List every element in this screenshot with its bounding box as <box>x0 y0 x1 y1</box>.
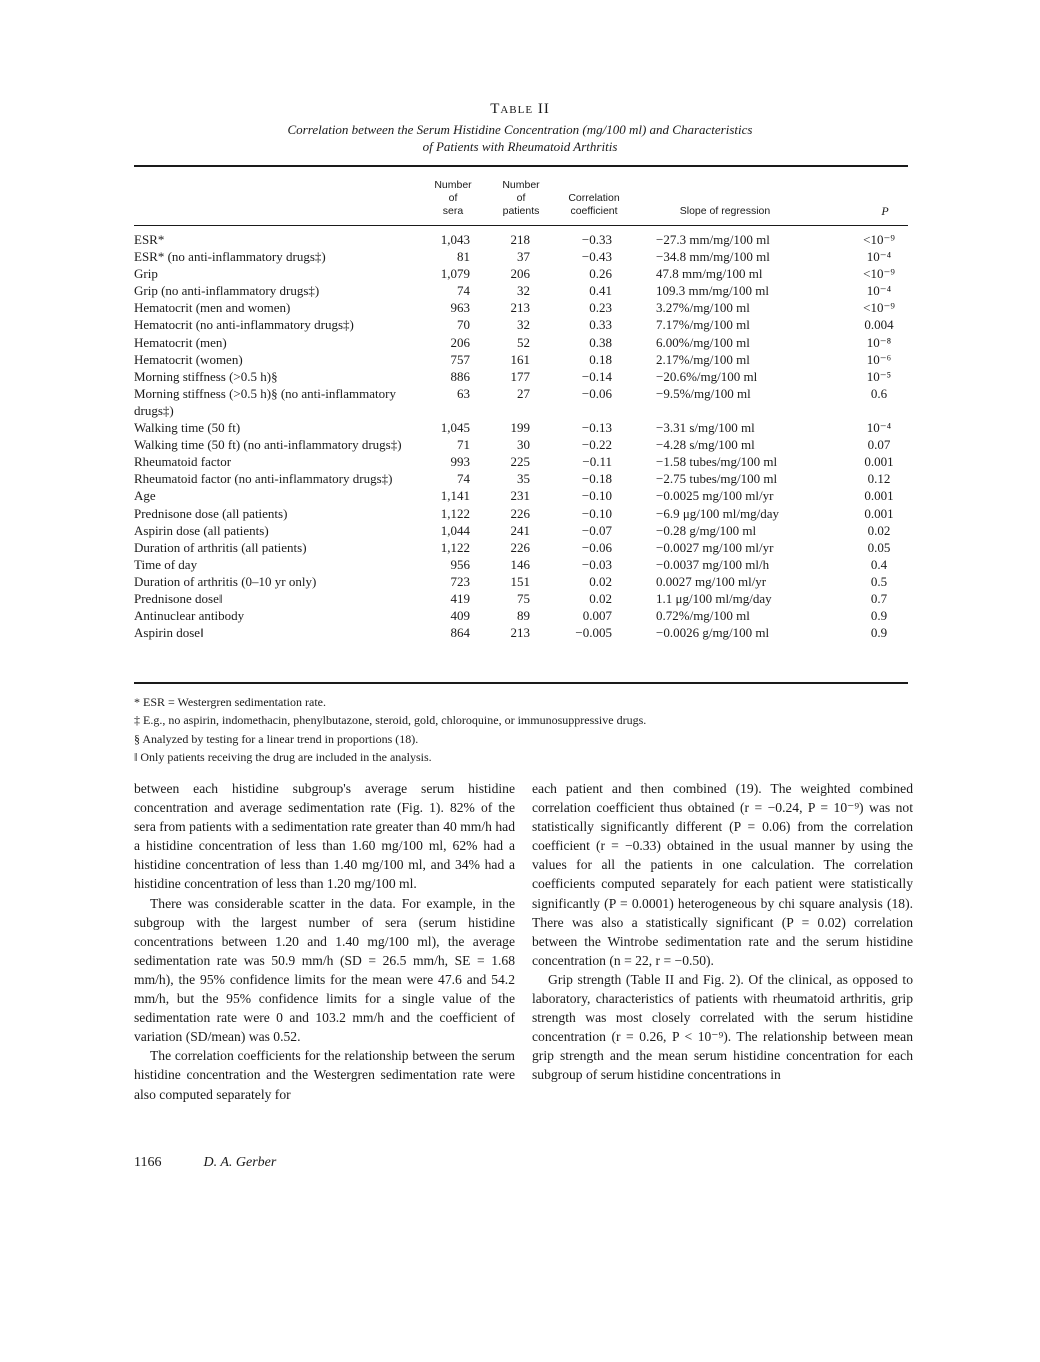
cell-slope: −0.0025 mg/100 ml/yr <box>656 488 774 504</box>
cell-p: 0.9 <box>870 625 888 641</box>
cell-sera: 206 <box>450 334 470 350</box>
cell-slope: 1.1 μg/100 ml/mg/day <box>656 590 772 606</box>
cell-correlation: 0.38 <box>589 334 612 350</box>
cell-sera: 1,043 <box>440 232 470 247</box>
header-number-of-sera: Number of sera <box>434 179 472 217</box>
paragraph: There was considerable scatter in the data. For example, in the subgroup with the largest number of sera (serum histidine concentrations between 1.20 and 1.40 mg/100 ml), the average sedimentation rate was 50.9 mm/h (SD = 26.5 mm/h, SE = 1.68 mm/h), the 95% confidence limits for the mean were 47.6 and 54.2 mm/h, but the 95% confidence limits for a single value of the sedimentation rate were 0 and 103.2 mm/h and the coefficient of variation (SD/mean) was 0.52. <box>134 895 515 1045</box>
cell-characteristic: Prednisone dose (all patients) <box>134 505 288 521</box>
cell-characteristic: Grip (no anti-inflammatory drugs‡) <box>134 283 320 299</box>
table-label: Table II <box>490 101 550 117</box>
cell-patients: 89 <box>517 608 530 624</box>
cell-patients: 32 <box>517 317 530 333</box>
table-row <box>0 522 1040 539</box>
cell-correlation: −0.22 <box>581 437 612 453</box>
cell-p: 10⁻⁴ <box>866 420 892 436</box>
cell-p: 0.02 <box>867 522 891 538</box>
cell-correlation: −0.14 <box>581 368 612 384</box>
cell-p: 0.4 <box>870 556 888 572</box>
header-slope-of-regression: Slope of regression <box>679 205 771 217</box>
cell-characteristic: Antinuclear antibody <box>134 608 245 624</box>
cell-slope: −0.0037 mg/100 ml/h <box>656 556 770 572</box>
cell-characteristic: Morning stiffness (>0.5 h)§ <box>134 368 278 384</box>
cell-patients: 35 <box>517 471 530 487</box>
cell-p: 10⁻⁶ <box>866 351 892 367</box>
cell-correlation: −0.10 <box>581 505 612 521</box>
cell-patients: 206 <box>510 266 530 282</box>
cell-patients: 226 <box>510 505 530 521</box>
cell-characteristic: Hematocrit (women) <box>134 351 243 367</box>
cell-correlation: 0.26 <box>589 266 612 282</box>
cell-patients: 225 <box>510 454 530 470</box>
cell-sera: 864 <box>450 625 470 641</box>
paragraph: each patient and then combined (19). The weighted combined correlation coefficient thus obtained (r = −0.24, P = 10⁻⁹) was not statistically significantly different (P = 0.06) from the correlation coefficient (r = −0.33) obtained in the usual manner by using the values for all the patients in one calculation. The correlation coefficients computed separately for each patient were statistically significantly (P = 0.0001) heterogeneous by chi square analysis (18). There was also a statistically significant (P = 0.02) correlation between the Wintrobe sedimentation rate and the serum histidine concentration (n = 22, r = −0.50). <box>532 781 913 968</box>
cell-patients: 213 <box>510 300 530 316</box>
table-row <box>0 316 1040 333</box>
cell-characteristic: ESR* <box>134 232 165 247</box>
caption-line-2: of Patients with Rheumatoid Arthritis <box>422 139 618 154</box>
page-number: 1166 <box>134 1155 162 1170</box>
cell-correlation: −0.005 <box>575 625 612 641</box>
table-row <box>0 505 1040 522</box>
cell-p: 0.5 <box>870 573 888 589</box>
body-column-left <box>134 779 515 1104</box>
table-row <box>0 385 1040 419</box>
cell-correlation: −0.33 <box>581 232 612 247</box>
table-header-rule <box>134 225 908 226</box>
cell-p: 0.05 <box>867 539 891 555</box>
cell-slope: 109.3 mm/mg/100 ml <box>656 283 770 299</box>
cell-characteristic: Prednisone dose‖ <box>134 590 223 606</box>
cell-slope: −6.9 μg/100 ml/mg/day <box>656 505 779 521</box>
cell-patients: 161 <box>510 351 530 367</box>
table-row <box>0 299 1040 316</box>
cell-p: <10⁻⁹ <box>863 300 895 316</box>
cell-p: 0.6 <box>870 385 888 401</box>
table-row <box>0 470 1040 487</box>
table-header <box>0 176 1040 222</box>
cell-p: 10⁻⁵ <box>866 368 892 384</box>
cell-patients: 241 <box>510 522 530 538</box>
cell-correlation: 0.02 <box>589 573 612 589</box>
cell-p: 0.001 <box>864 454 894 470</box>
cell-sera: 71 <box>457 437 470 453</box>
cell-p: 10⁻⁴ <box>866 249 892 265</box>
cell-characteristic: Hematocrit (no anti-inflammatory drugs‡) <box>134 317 354 333</box>
table-row <box>0 419 1040 436</box>
running-author: D. A. Gerber <box>203 1155 277 1170</box>
cell-p: 10⁻⁸ <box>866 334 892 350</box>
cell-slope: 47.8 mm/mg/100 ml <box>656 266 763 282</box>
cell-correlation: 0.18 <box>589 351 612 367</box>
cell-characteristic: Time of day <box>134 556 198 572</box>
cell-slope: −0.28 g/mg/100 ml <box>656 522 757 538</box>
cell-correlation: 0.007 <box>582 608 612 624</box>
cell-sera: 1,045 <box>440 420 470 436</box>
header-p-value: P <box>881 204 889 218</box>
cell-patients: 27 <box>517 385 530 401</box>
paragraph: Grip strength (Table II and Fig. 2). Of the clinical, as opposed to laboratory, characteristics of patients with rheumatoid arthritis, grip strength was most closely correlated with the serum histidine concentration (r = 0.26, P < 10⁻⁹). The relationship between mean grip strength and the mean serum histidine concentration for each subgroup of serum histidine concentrations in <box>532 971 913 1083</box>
table-row <box>0 436 1040 453</box>
cell-sera: 63 <box>457 385 470 401</box>
table-top-rule <box>134 165 908 167</box>
cell-slope: 0.0027 mg/100 ml/yr <box>656 573 767 589</box>
cell-characteristic: Rheumatoid factor (no anti-inflammatory drugs‡) <box>134 471 393 487</box>
table-row <box>0 248 1040 265</box>
cell-sera: 956 <box>450 556 470 572</box>
cell-slope: −3.31 s/mg/100 ml <box>656 420 755 436</box>
cell-characteristic: Walking time (50 ft) (no anti-inflammatory drugs‡) <box>134 437 402 453</box>
body-column-right <box>532 779 913 1085</box>
cell-p: 0.001 <box>864 505 894 521</box>
cell-correlation: −0.06 <box>581 539 612 555</box>
cell-patients: 30 <box>517 437 530 453</box>
paragraph: The correlation coefficients for the relationship between the serum histidine concentration and the Westergren sedimentation rate were also computed separately for <box>134 1048 515 1102</box>
cell-slope: −34.8 mm/mg/100 ml <box>656 249 770 265</box>
cell-correlation: −0.13 <box>581 420 612 436</box>
cell-sera: 1,079 <box>440 266 470 282</box>
cell-p: 0.07 <box>867 437 891 453</box>
cell-slope: −0.0026 g/mg/100 ml <box>656 625 770 641</box>
cell-characteristic: Grip <box>134 266 158 282</box>
cell-correlation: 0.41 <box>589 283 612 299</box>
table-row <box>0 368 1040 385</box>
table-row <box>0 231 1040 248</box>
cell-sera: 74 <box>457 471 470 487</box>
cell-correlation: −0.43 <box>581 249 612 265</box>
cell-p: 10⁻⁴ <box>866 283 892 299</box>
cell-slope: −0.0027 mg/100 ml/yr <box>656 539 774 555</box>
cell-slope: 2.17%/mg/100 ml <box>656 351 750 367</box>
table-row <box>0 539 1040 556</box>
cell-p: 0.7 <box>870 590 888 606</box>
cell-sera: 1,122 <box>440 539 470 555</box>
cell-correlation: 0.23 <box>589 300 612 316</box>
cell-patients: 231 <box>510 488 530 504</box>
cell-sera: 1,044 <box>440 522 470 538</box>
cell-characteristic: Morning stiffness (>0.5 h)§ (no anti-inflammatory drugs‡) <box>134 385 396 418</box>
table-row <box>0 556 1040 573</box>
table-row <box>0 334 1040 351</box>
footnote: ‖ Only patients receiving the drug are included in the analysis. <box>134 750 432 765</box>
cell-slope: 7.17%/mg/100 ml <box>656 317 750 333</box>
cell-slope: 0.72%/mg/100 ml <box>656 608 750 624</box>
cell-sera: 993 <box>450 454 470 470</box>
table-row <box>0 487 1040 504</box>
table-row <box>0 573 1040 590</box>
table-body <box>0 231 1040 641</box>
cell-patients: 37 <box>517 249 530 265</box>
cell-patients: 151 <box>510 573 530 589</box>
cell-p: 0.12 <box>867 471 891 487</box>
cell-patients: 32 <box>517 283 530 299</box>
table-row <box>0 351 1040 368</box>
cell-sera: 757 <box>450 351 470 367</box>
table-row <box>0 282 1040 299</box>
cell-correlation: 0.02 <box>589 590 612 606</box>
cell-correlation: −0.07 <box>581 522 612 538</box>
footnote: * ESR = Westergren sedimentation rate. <box>134 695 326 709</box>
cell-sera: 419 <box>450 590 470 606</box>
caption-line-1: Correlation between the Serum Histidine Concentration (mg/100 ml) and Characteristics <box>287 122 753 137</box>
cell-characteristic: Age <box>134 488 156 504</box>
cell-sera: 723 <box>450 573 470 589</box>
cell-p: <10⁻⁹ <box>863 232 895 247</box>
cell-correlation: −0.10 <box>581 488 612 504</box>
table-caption <box>220 121 820 155</box>
cell-characteristic: ESR* (no anti-inflammatory drugs‡) <box>134 249 326 265</box>
table-row <box>0 265 1040 282</box>
cell-patients: 218 <box>510 232 530 247</box>
cell-patients: 177 <box>510 368 530 384</box>
table-row <box>0 607 1040 624</box>
cell-patients: 52 <box>517 334 530 350</box>
cell-correlation: −0.03 <box>581 556 612 572</box>
cell-slope: −27.3 mm/mg/100 ml <box>656 232 770 247</box>
cell-p: <10⁻⁹ <box>863 266 895 282</box>
cell-characteristic: Hematocrit (men) <box>134 334 227 350</box>
cell-patients: 226 <box>510 539 530 555</box>
cell-correlation: −0.18 <box>581 471 612 487</box>
table-row <box>0 624 1040 641</box>
table-row <box>0 453 1040 470</box>
cell-characteristic: Rheumatoid factor <box>134 454 232 470</box>
cell-sera: 1,122 <box>440 505 470 521</box>
cell-sera: 81 <box>457 249 470 265</box>
cell-p: 0.001 <box>864 488 894 504</box>
cell-slope: 6.00%/mg/100 ml <box>656 334 750 350</box>
cell-slope: −20.6%/mg/100 ml <box>656 368 758 384</box>
cell-sera: 74 <box>457 283 470 299</box>
cell-correlation: 0.33 <box>589 317 612 333</box>
header-correlation-coefficient: Correlation coefficient <box>568 192 620 217</box>
cell-characteristic: Aspirin dose (all patients) <box>134 522 269 538</box>
cell-slope: −4.28 s/mg/100 ml <box>656 437 755 453</box>
cell-slope: −2.75 tubes/mg/100 ml <box>656 471 778 487</box>
cell-characteristic: Duration of arthritis (0–10 yr only) <box>134 573 317 589</box>
cell-characteristic: Hematocrit (men and women) <box>134 300 291 316</box>
cell-sera: 963 <box>450 300 470 316</box>
cell-characteristic: Walking time (50 ft) <box>134 420 241 436</box>
cell-sera: 70 <box>457 317 470 333</box>
cell-p: 0.9 <box>870 608 888 624</box>
cell-p: 0.004 <box>864 317 894 333</box>
footnote: ‡ E.g., no aspirin, indomethacin, phenylbutazone, steroid, gold, chloroquine, or immunosuppressive drugs. <box>134 713 647 728</box>
table-row <box>0 590 1040 607</box>
cell-patients: 199 <box>510 420 530 436</box>
cell-sera: 886 <box>450 368 470 384</box>
page-footer <box>134 1155 276 1171</box>
cell-sera: 1,141 <box>440 488 470 504</box>
cell-slope: −9.5%/mg/100 ml <box>656 385 751 401</box>
cell-correlation: −0.11 <box>582 454 612 470</box>
cell-slope: 3.27%/mg/100 ml <box>656 300 750 316</box>
cell-patients: 146 <box>510 556 530 572</box>
cell-patients: 75 <box>517 590 530 606</box>
cell-slope: −1.58 tubes/mg/100 ml <box>656 454 778 470</box>
cell-characteristic: Aspirin dose‖ <box>134 625 204 641</box>
table-footnotes <box>134 693 914 767</box>
cell-patients: 213 <box>510 625 530 641</box>
cell-correlation: −0.06 <box>581 385 612 401</box>
cell-sera: 409 <box>450 608 470 624</box>
header-number-of-patients: Number of patients <box>502 179 540 217</box>
footnote: § Analyzed by testing for a linear trend in proportions (18). <box>134 731 419 746</box>
paragraph: between each histidine subgroup's average serum histidine concentration and average sedimentation rate (Fig. 1). 82% of the sera from patients with a sedimentation rate greater than 40 mm/h had a histidine concentration of less than 1.60 mg/100 ml, 62% had a histidine concentration of less than 1.40 mg/100 ml, and 34% had a histidine concentration of less than 1.20 mg/100 ml. <box>134 781 515 892</box>
cell-characteristic: Duration of arthritis (all patients) <box>134 539 307 555</box>
table-bottom-rule <box>134 682 908 684</box>
